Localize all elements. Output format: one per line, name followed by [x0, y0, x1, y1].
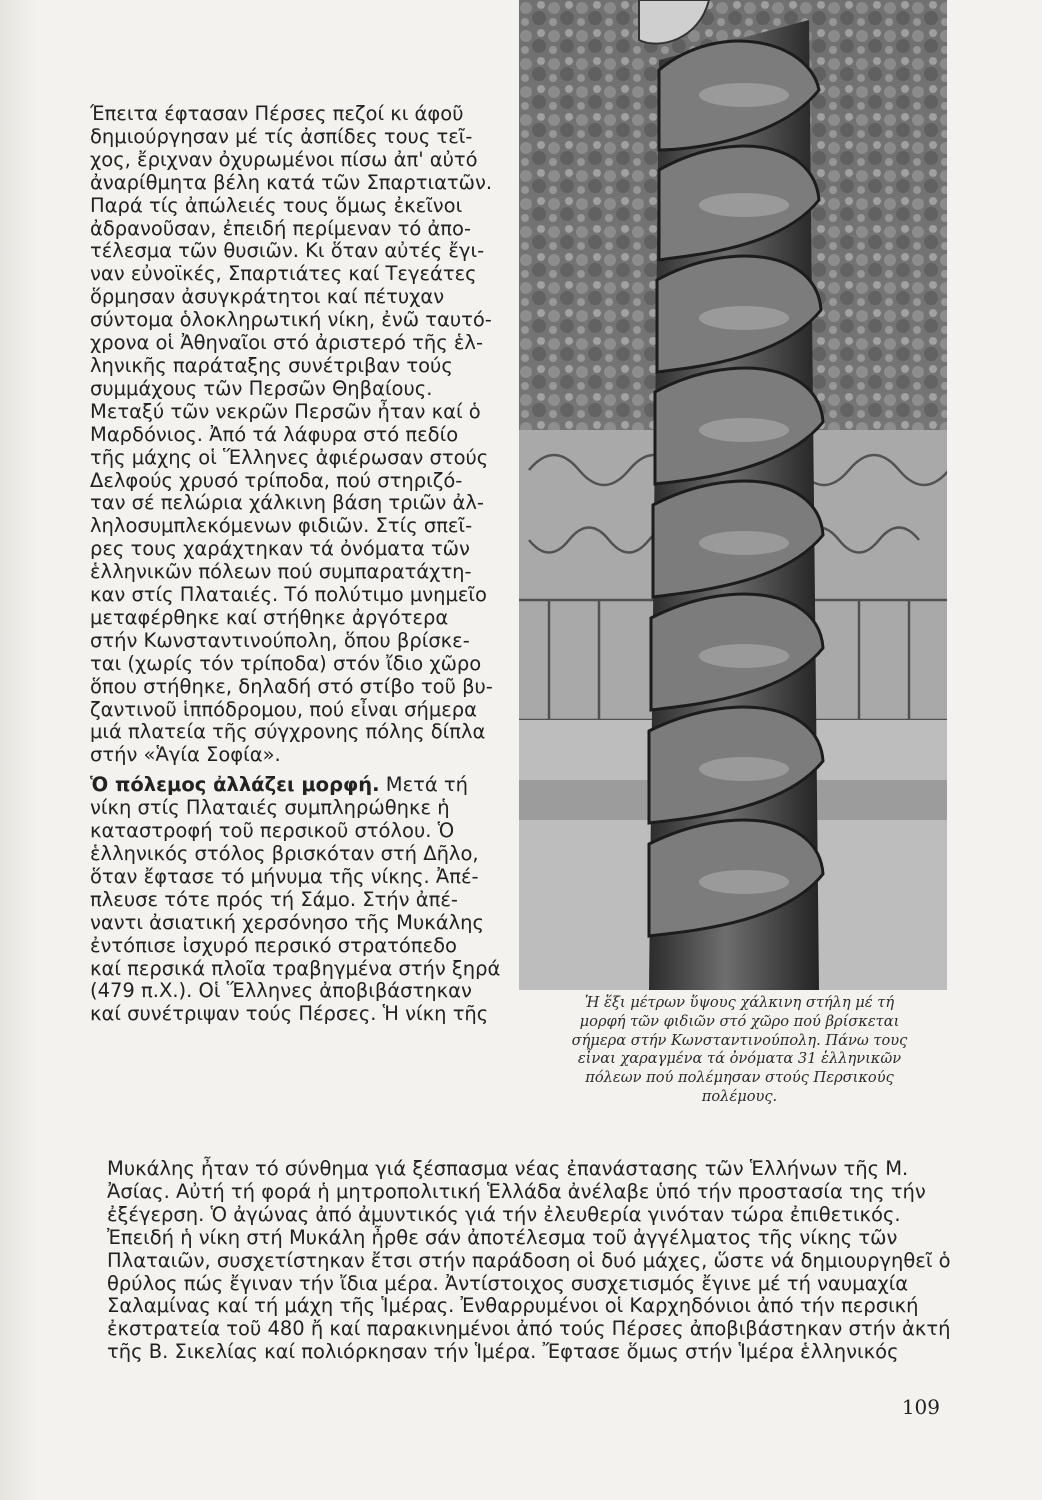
section-first-line-rest: Μετά τή	[379, 773, 469, 797]
text-line: χρονα οἱ Ἀθηναῖοι στό ἀριστερό τῆς ἑλ-	[90, 331, 484, 355]
caption-line: μορφή τῶν φιδιῶν στό χῶρο πού βρίσκεται	[579, 1012, 900, 1030]
caption-line: σήμερα στήν Κωνσταντινούπολη. Πάνω τους	[571, 1031, 908, 1049]
caption-line: πόλεων πού πολέμησαν στούς Περσικούς	[585, 1069, 894, 1087]
page-number: 109	[901, 1395, 940, 1419]
text-line: τῆς Β. Σικελίας καί πολιόρκησαν τήν Ἱμέρα. Ἔφτασε ὅμως στήν Ἱμέρα ἑλληνικός	[107, 1340, 899, 1364]
serpent-column-photo	[519, 0, 947, 990]
text-line: καν στίς Πλαταιές. Τό πολύτιμο μνημεῖο	[90, 583, 487, 607]
caption-line: Ἡ ἕξι μέτρων ὕψους χάλκινη στήλη μέ τή	[584, 994, 895, 1011]
caption-line: εἶναι χαραγμένα τά ὀνόματα 31 ἑλληνικῶν	[577, 1050, 902, 1068]
section-first-line	[90, 774, 508, 797]
text-line: στήν «Ἁγία Σοφία».	[90, 743, 281, 767]
text-line: ληνικῆς παράταξης συνέτριβαν τούς	[90, 353, 453, 377]
paragraph-war-changes	[90, 774, 508, 1026]
text-line: ἑλληνικός στόλος βρισκόταν στή Δῆλο,	[90, 842, 479, 865]
text-line: Παρά τίς ἀπώλειές τους ὅμως ἐκεῖνοι	[90, 193, 463, 217]
text-line: ἑλληνικῶν πόλεων πού συμπαρατάχτη-	[90, 560, 472, 584]
text-line: ἐκστρατεία τοῦ 480 ἤ καί παρακινημένοι ἀπό τούς Πέρσες ἀποβιβάστηκαν στήν ἀκτή	[107, 1317, 951, 1341]
text-line: ταν σέ πελώρια χάλκινη βάση τριῶν ἀλ-	[90, 491, 484, 515]
text-line: ἐξέγερση. Ὁ ἀγώνας ἀπό ἀμυντικός γιά τήν ἐλευθερία γινόταν τώρα ἐπιθετικός.	[107, 1202, 901, 1226]
text-line: Μεταξύ τῶν νεκρῶν Περσῶν ἦταν καί ὁ	[90, 399, 481, 423]
text-line: συμμάχους τῶν Περσῶν Θηβαίους.	[90, 376, 433, 400]
text-line: πλευσε τότε πρός τή Σάμο. Στήν ἀπέ-	[90, 887, 458, 911]
text-line: Δελφούς χρυσό τρίποδα, πού στηριζό-	[90, 468, 463, 492]
text-line: ὅρμησαν ἀσυγκράτητοι καί πέτυχαν	[90, 285, 445, 309]
photo-caption	[537, 994, 942, 1107]
text-line: Ἀσίας. Αὐτή τή φορά ἡ μητροπολιτική Ἑλλάδα ἀνέλαβε ὑπό τήν προστασία της τήν	[107, 1179, 926, 1203]
text-line: τέλεσμα τῶν θυσιῶν. Κι ὅταν αὐτές ἔγι-	[90, 239, 485, 263]
text-line: χος, ἔριχναν ὀχυρωμένοι πίσω ἀπ' αὐτό	[90, 147, 478, 171]
caption-line: πολέμους.	[701, 1087, 778, 1105]
serpent-column-image	[519, 0, 947, 990]
text-line: ὅταν ἔφτασε τό μήνυμα τῆς νίκης. Ἀπέ-	[90, 864, 479, 888]
text-line: καί συνέτριψαν τούς Πέρσες. Ἡ νίκη τῆς	[90, 1002, 489, 1026]
text-line: ἀναρίθμητα βέλη κατά τῶν Σπαρτιατῶν.	[90, 170, 493, 194]
text-line: Μυκάλης ἦταν τό σύνθημα γιά ξέσπασμα νέας ἐπανάστασης τῶν Ἑλλήνων τῆς Μ.	[107, 1157, 909, 1180]
scan-edge-shadow	[0, 0, 40, 1500]
text-line: μιά πλατεία τῆς σύγχρονης πόλης δίπλα	[90, 720, 486, 744]
text-line: μεταφέρθηκε καί στήθηκε ἀργότερα	[90, 605, 449, 629]
text-line: Μαρδόνιος. Ἀπό τά λάφυρα στό πεδίο	[90, 422, 459, 446]
text-line: Έπειτα έφτασαν Πέρσες πεζοί κι άφοῦ	[90, 102, 464, 125]
section-heading: Ὁ πόλεμος ἀλλάζει μορφή.	[90, 773, 380, 797]
text-line: σύντομα ὁλοκληρωτική νίκη, ἐνῶ ταυτό-	[90, 308, 492, 332]
text-line: καί περσικά πλοῖα τραβηγμένα στήν ξηρά	[90, 956, 501, 980]
text-line: δημιούργησαν μέ τίς ἀσπίδες τους τεῖ-	[90, 124, 473, 148]
left-column-text	[90, 103, 508, 1026]
text-line: ληλοσυμπλεκόμενων φιδιῶν. Στίς σπεῖ-	[90, 514, 473, 538]
text-line: ὅπου στήθηκε, δηλαδή στό στίβο τοῦ βυ-	[90, 674, 493, 698]
text-line: (479 π.Χ.). Οἱ Ἕλληνες ἀποβιβάστηκαν	[90, 979, 472, 1003]
text-line: καταστροφή τοῦ περσικοῦ στόλου. Ὁ	[90, 819, 455, 843]
text-line: νίκη στίς Πλαταιές συμπληρώθηκε ἡ	[90, 796, 450, 820]
text-line: Πλαταιῶν, συσχετίστηκαν ἔτσι στήν παράδοση οἱ δυό μάχες, ὥστε νά δημιουργηθεῖ ὁ	[107, 1248, 951, 1272]
text-line: ἀδρανοῦσαν, ἐπειδή περίμεναν τό ἀπο-	[90, 216, 472, 240]
text-line: Ἐπειδή ἡ νίκη στή Μυκάλη ἦρθε σάν ἀποτέλεσμα τοῦ ἀγγέλματος τῆς νίκης τῶν	[107, 1225, 898, 1249]
text-line: ζαντινοῦ ἱππόδρομου, πού εἶναι σήμερα	[90, 697, 477, 721]
text-line: Σαλαμίνας καί τή μάχη τῆς Ἱμέρας. Ἐνθαρρυμένοι οἱ Καρχηδόνιοι ἀπό τήν περσική	[107, 1294, 919, 1318]
full-width-text	[107, 1157, 951, 1364]
twisted-serpent-column	[639, 0, 823, 990]
paragraph-plataea	[90, 103, 508, 767]
text-line: θρύλος πώς ἔγιναν τήν ἴδια μέρα. Ἀντίστοιχος συσχετισμός ἔγινε μέ τή ναυμαχία	[107, 1271, 909, 1295]
text-line: ναν εὐνοϊκές, Σπαρτιάτες καί Τεγεάτες	[90, 262, 477, 286]
text-line: στήν Κωνσταντινούπολη, ὅπου βρίσκε-	[90, 628, 470, 652]
text-line: τῆς μάχης οἱ Ἕλληνες ἀφιέρωσαν στούς	[90, 445, 489, 469]
text-line: ναντι ἀσιατική χερσόνησο τῆς Μυκάλης	[90, 910, 484, 934]
text-line: ρες τους χαράχτηκαν τά ὀνόματα τῶν	[90, 537, 470, 561]
text-line: ται (χωρίς τόν τρίποδα) στόν ἴδιο χῶρο	[90, 651, 482, 675]
text-line: ἐντόπισε ἰσχυρό περσικό στρατόπεδο	[90, 933, 457, 957]
